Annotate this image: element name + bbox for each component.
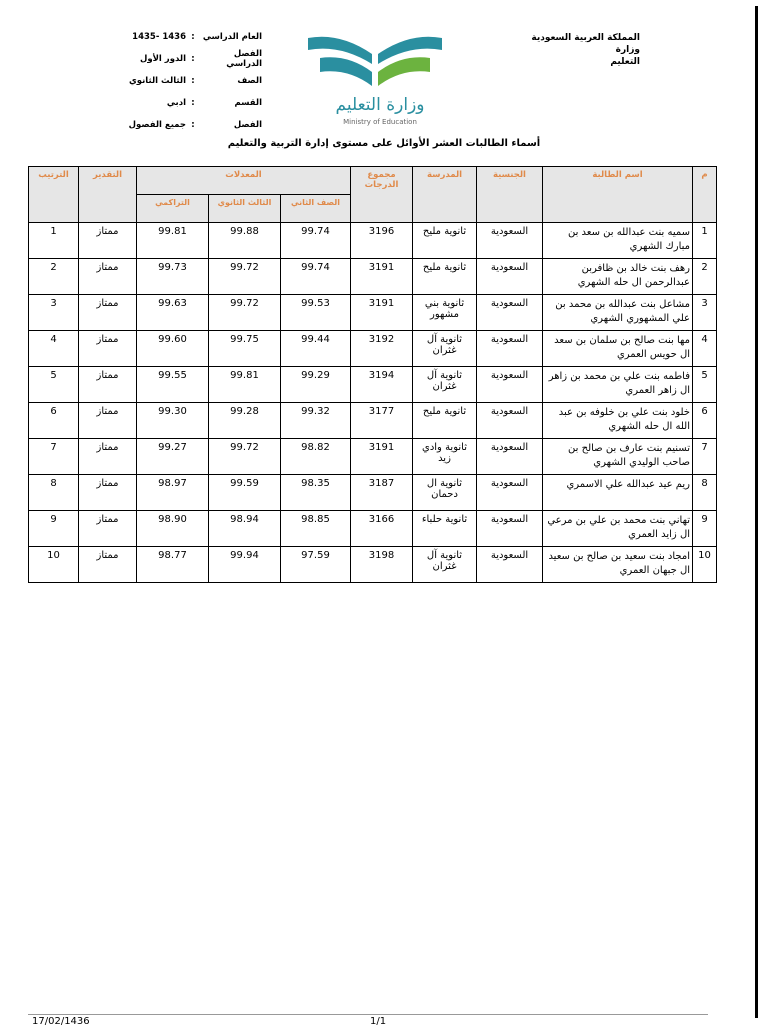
cell-num: 2 xyxy=(693,259,717,295)
cell-rating: ممتاز xyxy=(79,367,137,403)
info-row-class: الفصل : جميع الفصول xyxy=(112,114,262,136)
cell-total: 3166 xyxy=(351,511,413,547)
cell-third-grade: 99.94 xyxy=(209,547,281,583)
cell-rating: ممتاز xyxy=(79,511,137,547)
cell-rank: 5 xyxy=(29,367,79,403)
cell-second-grade: 97.59 xyxy=(281,547,351,583)
cell-name: مها بنت صالح بن سلمان بن سعد ال حويس العمري xyxy=(543,331,693,367)
cell-nationality: السعودية xyxy=(477,223,543,259)
cell-total: 3191 xyxy=(351,439,413,475)
info-row-grade: الصف : الثالث الثانوي xyxy=(112,70,262,92)
cell-school: ثانوية آل غثران xyxy=(413,367,477,403)
info-value: جميع الفصول xyxy=(128,120,186,130)
cell-nationality: السعودية xyxy=(477,547,543,583)
cell-rank: 4 xyxy=(29,331,79,367)
cell-rank: 2 xyxy=(29,259,79,295)
header-num: م xyxy=(693,167,717,223)
footer-date: 17/02/1436 xyxy=(32,1016,90,1027)
cell-num: 5 xyxy=(693,367,717,403)
cell-third-grade: 99.72 xyxy=(209,259,281,295)
cell-total: 3191 xyxy=(351,259,413,295)
cell-name: رهف بنت خالد بن ظافربن عبدالرحمن ال حله الشهري xyxy=(543,259,693,295)
info-label: الفصل الدراسي xyxy=(226,49,262,69)
cell-second-grade: 99.29 xyxy=(281,367,351,403)
cell-cumulative: 98.77 xyxy=(137,547,209,583)
cell-rating: ممتاز xyxy=(79,439,137,475)
cell-school: ثانوية وادي زيد xyxy=(413,439,477,475)
cell-second-grade: 99.44 xyxy=(281,331,351,367)
cell-name: خلود بنت علي بن خلوفه بن عبد الله ال حله الشهري xyxy=(543,403,693,439)
cell-nationality: السعودية xyxy=(477,439,543,475)
table-row xyxy=(29,295,717,331)
info-row-section: القسم : ادبي xyxy=(112,92,262,114)
cell-cumulative: 99.73 xyxy=(137,259,209,295)
page-title: أسماء الطالبات العشر الأوائل على مستوى إدارة التربية والتعليم xyxy=(227,138,541,149)
cell-name: تهاني بنت محمد بن علي بن مرعي ال زايد العمري xyxy=(543,511,693,547)
cell-name: امجاد بنت سعيد بن صالح بن سعيد ال جبهان العمري xyxy=(543,547,693,583)
cell-rating: ممتاز xyxy=(79,223,137,259)
cell-rating: ممتاز xyxy=(79,295,137,331)
cell-third-grade: 99.59 xyxy=(209,475,281,511)
ministry-logo xyxy=(300,24,450,132)
cell-cumulative: 99.55 xyxy=(137,367,209,403)
cell-second-grade: 99.74 xyxy=(281,259,351,295)
cell-rank: 7 xyxy=(29,439,79,475)
cell-num: 4 xyxy=(693,331,717,367)
cell-num: 3 xyxy=(693,295,717,331)
table-row xyxy=(29,223,717,259)
ministry-heading xyxy=(520,32,640,68)
cell-num: 6 xyxy=(693,403,717,439)
cell-num: 1 xyxy=(693,223,717,259)
cell-third-grade: 99.72 xyxy=(209,295,281,331)
cell-school: ثانوية ال دحمان xyxy=(413,475,477,511)
table-row xyxy=(29,475,717,511)
table-row xyxy=(29,367,717,403)
cell-rating: ممتاز xyxy=(79,547,137,583)
cell-rank: 6 xyxy=(29,403,79,439)
cell-total: 3198 xyxy=(351,547,413,583)
cell-name: مشاعل بنت عبدالله بن محمد بن علي المشهوري الشهري xyxy=(543,295,693,331)
footer-divider xyxy=(28,1014,708,1015)
cell-nationality: السعودية xyxy=(477,367,543,403)
header-school: المدرسة xyxy=(413,167,477,223)
header-second-grade: الصف الثاني xyxy=(281,195,351,223)
cell-name: تسنيم بنت عارف بن صالح بن صاحب الوليدي الشهري xyxy=(543,439,693,475)
table-row xyxy=(29,511,717,547)
cell-nationality: السعودية xyxy=(477,403,543,439)
cell-num: 8 xyxy=(693,475,717,511)
info-label: الفصل xyxy=(233,120,262,130)
footer-page-number: 1/1 xyxy=(370,1016,387,1027)
cell-num: 10 xyxy=(693,547,717,583)
cell-cumulative: 99.30 xyxy=(137,403,209,439)
cell-second-grade: 98.82 xyxy=(281,439,351,475)
cell-nationality: السعودية xyxy=(477,511,543,547)
header-cumulative: التراكمي xyxy=(137,195,209,223)
cell-third-grade: 99.72 xyxy=(209,439,281,475)
cell-third-grade: 98.94 xyxy=(209,511,281,547)
header-nationality: الجنسية xyxy=(477,167,543,223)
cell-school: ثانوية مليح xyxy=(413,223,477,259)
cell-cumulative: 99.27 xyxy=(137,439,209,475)
cell-rank: 9 xyxy=(29,511,79,547)
cell-second-grade: 98.35 xyxy=(281,475,351,511)
cell-second-grade: 99.53 xyxy=(281,295,351,331)
cell-total: 3194 xyxy=(351,367,413,403)
cell-num: 9 xyxy=(693,511,717,547)
table-row xyxy=(29,439,717,475)
cell-second-grade: 99.32 xyxy=(281,403,351,439)
cell-school: ثانوية مليح xyxy=(413,403,477,439)
header-total: مجموع الدرجات xyxy=(351,167,413,223)
cell-nationality: السعودية xyxy=(477,331,543,367)
cell-school: ثانوية بني مشهور xyxy=(413,295,477,331)
cell-rank: 3 xyxy=(29,295,79,331)
cell-rating: ممتاز xyxy=(79,403,137,439)
info-value: الثالث الثانوي xyxy=(129,76,186,86)
table-row xyxy=(29,331,717,367)
cell-total: 3192 xyxy=(351,331,413,367)
header-averages: المعدلات xyxy=(137,167,351,195)
header-name: اسم الطالبة xyxy=(543,167,693,223)
cell-rating: ممتاز xyxy=(79,331,137,367)
cell-cumulative: 99.63 xyxy=(137,295,209,331)
cell-nationality: السعودية xyxy=(477,295,543,331)
page-border xyxy=(755,6,758,1018)
cell-total: 3187 xyxy=(351,475,413,511)
cell-school: ثانوية آل غثران xyxy=(413,331,477,367)
cell-third-grade: 99.75 xyxy=(209,331,281,367)
info-value: 1436 -1435 xyxy=(132,32,186,42)
cell-num: 7 xyxy=(693,439,717,475)
logo-text-en: Ministry of Education xyxy=(343,118,417,126)
cell-rating: ممتاز xyxy=(79,475,137,511)
cell-rating: ممتاز xyxy=(79,259,137,295)
info-label: الصف xyxy=(237,76,262,86)
ministry-line-2: التعليم xyxy=(610,57,640,67)
cell-total: 3196 xyxy=(351,223,413,259)
cell-name: فاطمه بنت علي بن محمد بن زاهر ال زاهر العمري xyxy=(543,367,693,403)
info-row-term: الفصل الدراسي : الدور الأول xyxy=(112,48,262,70)
table-row xyxy=(29,259,717,295)
table-row xyxy=(29,403,717,439)
top-students-table xyxy=(28,166,717,583)
info-value: الدور الأول xyxy=(139,54,186,64)
table-row xyxy=(29,547,717,583)
info-value: ادبي xyxy=(166,98,186,108)
ministry-line-1: المملكة العربية السعودية وزارة xyxy=(531,33,640,55)
cell-second-grade: 98.85 xyxy=(281,511,351,547)
info-label: العام الدراسي xyxy=(202,32,262,42)
cell-name: سميه بنت عبدالله بن سعد بن مبارك الشهري xyxy=(543,223,693,259)
cell-cumulative: 99.81 xyxy=(137,223,209,259)
cell-rank: 1 xyxy=(29,223,79,259)
header-rank: الترتيب xyxy=(29,167,79,223)
cell-cumulative: 98.97 xyxy=(137,475,209,511)
cell-nationality: السعودية xyxy=(477,475,543,511)
cell-third-grade: 99.88 xyxy=(209,223,281,259)
info-label: القسم xyxy=(234,98,262,108)
cell-rank: 8 xyxy=(29,475,79,511)
cell-cumulative: 98.90 xyxy=(137,511,209,547)
header-third-grade: الثالث الثانوي xyxy=(209,195,281,223)
cell-total: 3177 xyxy=(351,403,413,439)
cell-school: ثانوية آل غثران xyxy=(413,547,477,583)
info-block xyxy=(112,26,262,136)
cell-third-grade: 99.28 xyxy=(209,403,281,439)
info-row-year: العام الدراسي : 1436 -1435 xyxy=(112,26,262,48)
cell-school: ثانوية مليح xyxy=(413,259,477,295)
cell-rank: 10 xyxy=(29,547,79,583)
cell-total: 3191 xyxy=(351,295,413,331)
cell-school: ثانوية حلباء xyxy=(413,511,477,547)
cell-nationality: السعودية xyxy=(477,259,543,295)
header-rating: التقدير xyxy=(79,167,137,223)
cell-name: ريم عيد عبدالله علي الاسمري xyxy=(543,475,693,511)
cell-cumulative: 99.60 xyxy=(137,331,209,367)
cell-third-grade: 99.81 xyxy=(209,367,281,403)
cell-second-grade: 99.74 xyxy=(281,223,351,259)
logo-text-ar: وزارة التعليم xyxy=(335,95,425,115)
